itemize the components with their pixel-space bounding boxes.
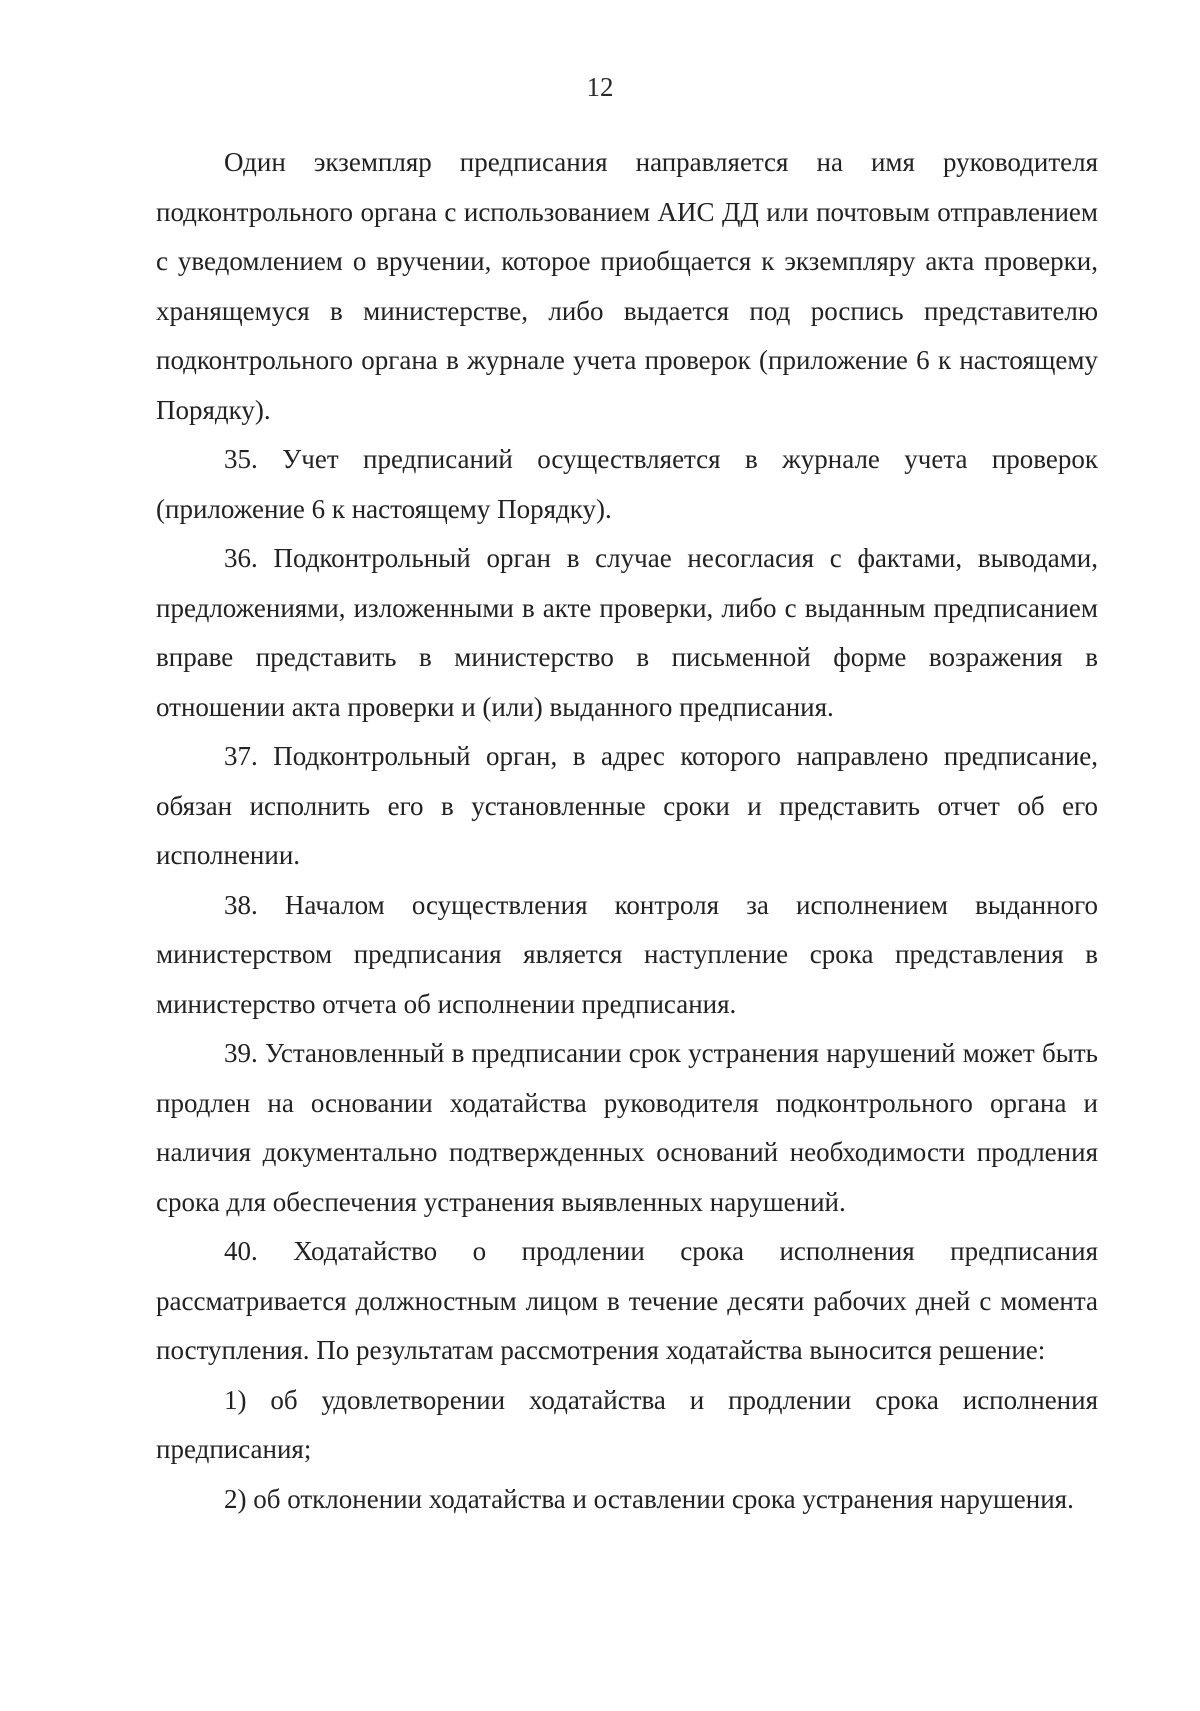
paragraph-37: 37. Подконтрольный орган, в адрес которого направлено предписание, обязан исполнить его в установленные сроки и представить отчет об его исполнении.	[156, 741, 1098, 870]
paragraph-36: 36. Подконтрольный орган в случае несогласия с фактами, выводами, предложениями, изложенными в акте проверки, либо с выданным предписанием вправе представить в министерство в письменной форме возражения в отношении акта проверки и (или) выданного предписания.	[156, 543, 1098, 722]
paragraph-38: 38. Началом осуществления контроля за исполнением выданного министерством предписания является наступление срока представления в министерство отчета об исполнении предписания.	[156, 889, 1098, 1019]
paragraph-40-item-2: 2) об отклонении ходатайства и оставлении срока устранения нарушения.	[224, 1483, 1074, 1514]
paragraph-40-item-1: 1) об удовлетворении ходатайства и продлении срока исполнения предписания;	[156, 1384, 1098, 1464]
page-number: 12	[586, 72, 614, 102]
paragraph-39: 39. Установленный в предписании срок устранения нарушений может быть продлен на основании ходатайства руководителя подконтрольного органа и наличия документально подтвержденных оснований необходимости продления срока для обеспечения устранения выявленных нарушений.	[156, 1038, 1098, 1217]
document-body	[156, 138, 1098, 1524]
paragraph-prescription-delivery: Один экземпляр предписания направляется на имя руководителя подконтрольного органа с использованием АИС ДД или почтовым отправлением с уведомлением о вручении, которое приобщается к экземпляру акта проверки, хранящемуся в министерстве, либо выдается под роспись представителю подконтрольного органа в журнале учета проверок (приложение 6 к настоящему Порядку).	[156, 147, 1098, 425]
paragraph-35: 35. Учет предписаний осуществляется в журнале учета проверок (приложение 6 к настоящему Порядку).	[156, 444, 1098, 524]
paragraph-40: 40. Ходатайство о продлении срока исполнения предписания рассматривается должностным лицом в течение десяти рабочих дней с момента поступления. По результатам рассмотрения ходатайства выносится решение:	[156, 1236, 1098, 1365]
